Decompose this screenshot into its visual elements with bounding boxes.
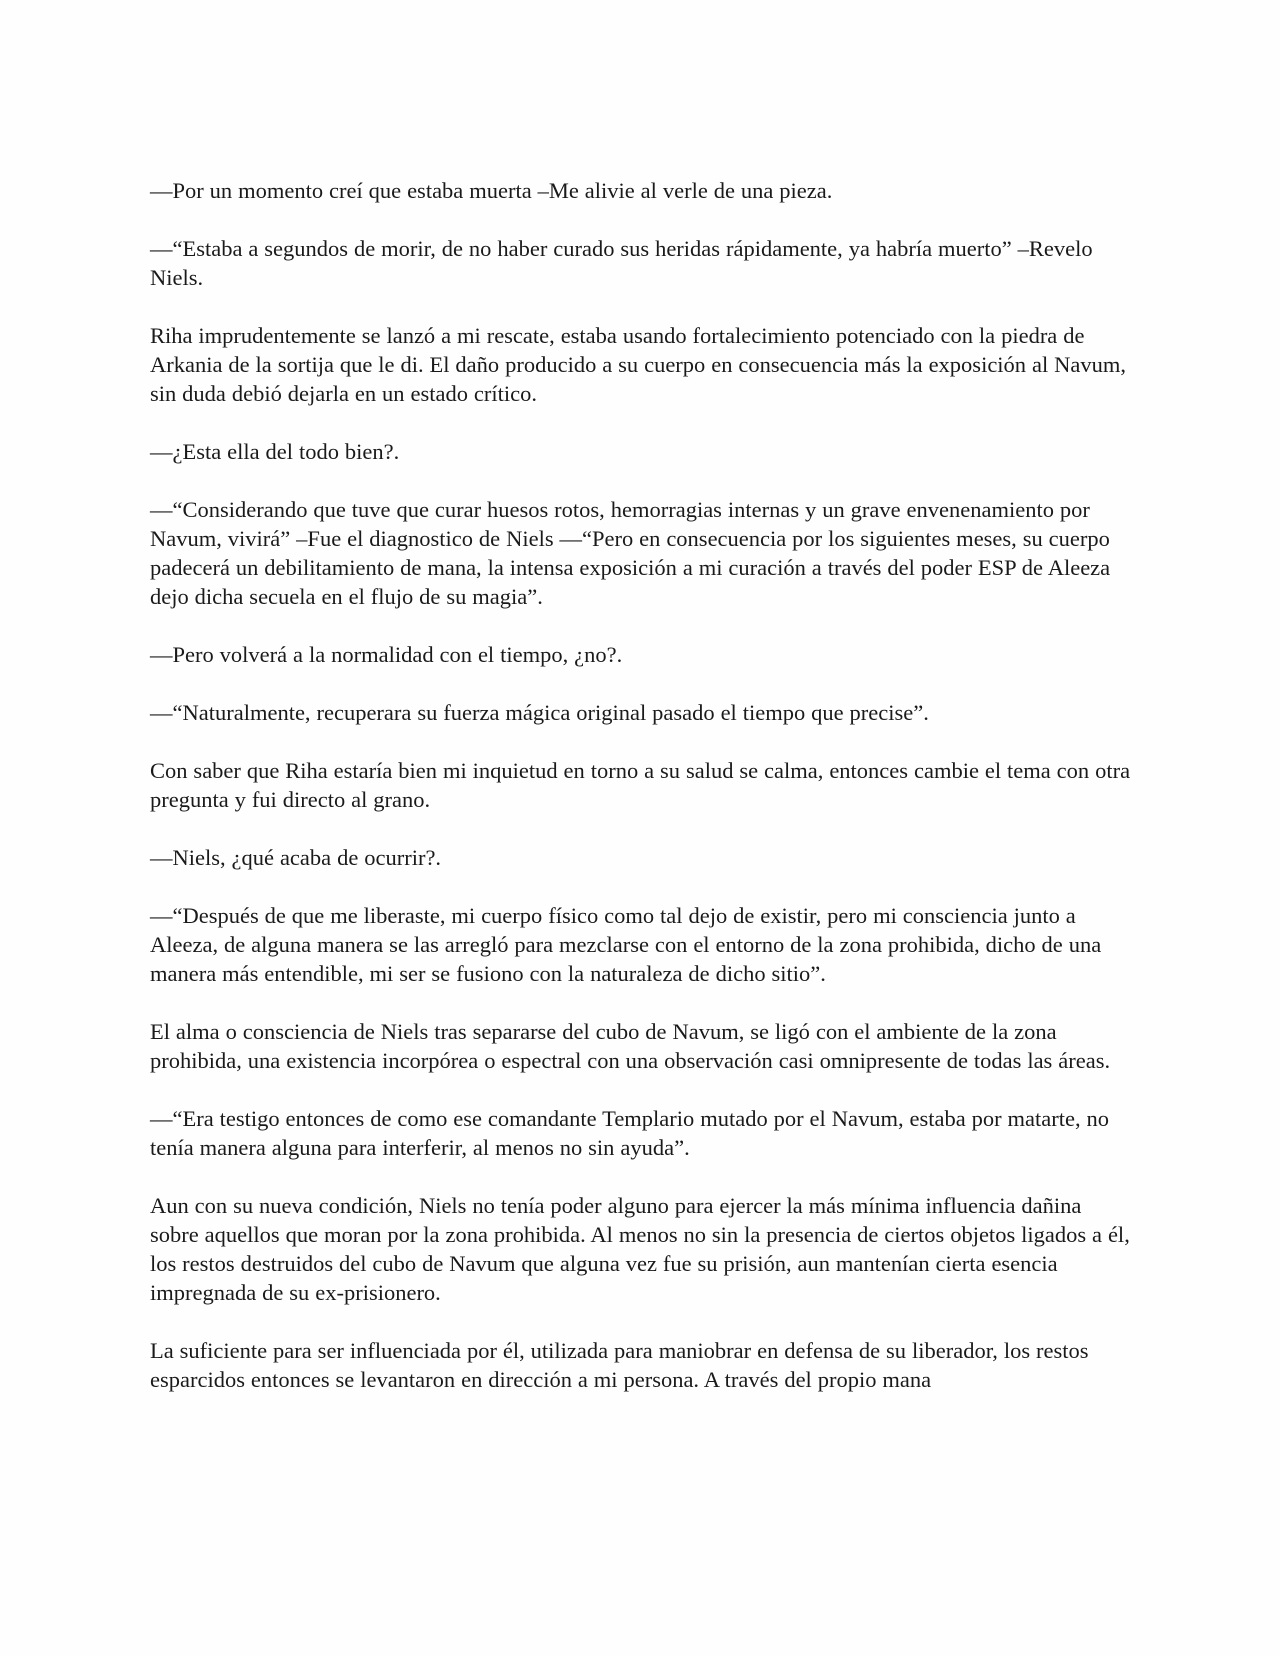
paragraph: Riha imprudentemente se lanzó a mi rescate, estaba usando fortalecimiento potenciado con la piedra de Arkania de la sortija que le di. El daño producido a su cuerpo en consecuencia más la exposición al Navum, sin duda debió dejarla en un estado crítico. [150, 323, 1127, 406]
paragraph: La suficiente para ser influenciada por él, utilizada para maniobrar en defensa de su liberador, los restos esparcidos entonces se levantaron en dirección a mi persona. A través del propio mana [150, 1338, 1089, 1392]
paragraph: —Por un momento creí que estaba muerta –Me alivie al verle de una pieza. [150, 178, 833, 203]
text-body [150, 176, 1135, 1423]
paragraph: —“Después de que me liberaste, mi cuerpo físico como tal dejo de existir, pero mi consciencia junto a Aleeza, de alguna manera se las arregló para mezclarse con el entorno de la zona prohibida, dicho de una manera más entendible, mi ser se fusiono con la naturaleza de dicho sitio”. [150, 903, 1102, 986]
paragraph: Aun con su nueva condición, Niels no tenía poder alguno para ejercer la más mínima influencia dañina sobre aquellos que moran por la zona prohibida. Al menos no sin la presencia de ciertos objetos ligados a él, los restos destruidos del cubo de Navum que alguna vez fue su prisión, aun mantenían cierta esencia impregnada de su ex-prisionero. [150, 1193, 1130, 1305]
paragraph: —“Estaba a segundos de morir, de no haber curado sus heridas rápidamente, ya habría muerto” –Revelo Niels. [150, 236, 1093, 290]
paragraph: —Niels, ¿qué acaba de ocurrir?. [150, 845, 442, 870]
paragraph: —“Naturalmente, recuperara su fuerza mágica original pasado el tiempo que precise”. [150, 700, 929, 725]
paragraph: Con saber que Riha estaría bien mi inquietud en torno a su salud se calma, entonces cambie el tema con otra pregunta y fui directo al grano. [150, 758, 1131, 812]
paragraph: —Pero volverá a la normalidad con el tiempo, ¿no?. [150, 642, 623, 667]
paragraph: El alma o consciencia de Niels tras separarse del cubo de Navum, se ligó con el ambiente de la zona prohibida, una existencia incorpórea o espectral con una observación casi omnipresente de todas las áreas. [150, 1019, 1111, 1073]
paragraph: —“Considerando que tuve que curar huesos rotos, hemorragias internas y un grave envenenamiento por Navum, vivirá” –Fue el diagnostico de Niels —“Pero en consecuencia por los siguientes meses, su cuerpo padecerá un debilitamiento de mana, la intensa exposición a mi curación a través del poder ESP de Aleeza dejo dicha secuela en el flujo de su magia”. [150, 497, 1111, 609]
paragraph: —¿Esta ella del todo bien?. [150, 439, 400, 464]
paragraph: —“Era testigo entonces de como ese comandante Templario mutado por el Navum, estaba por matarte, no tenía manera alguna para interferir, al menos no sin ayuda”. [150, 1106, 1110, 1160]
